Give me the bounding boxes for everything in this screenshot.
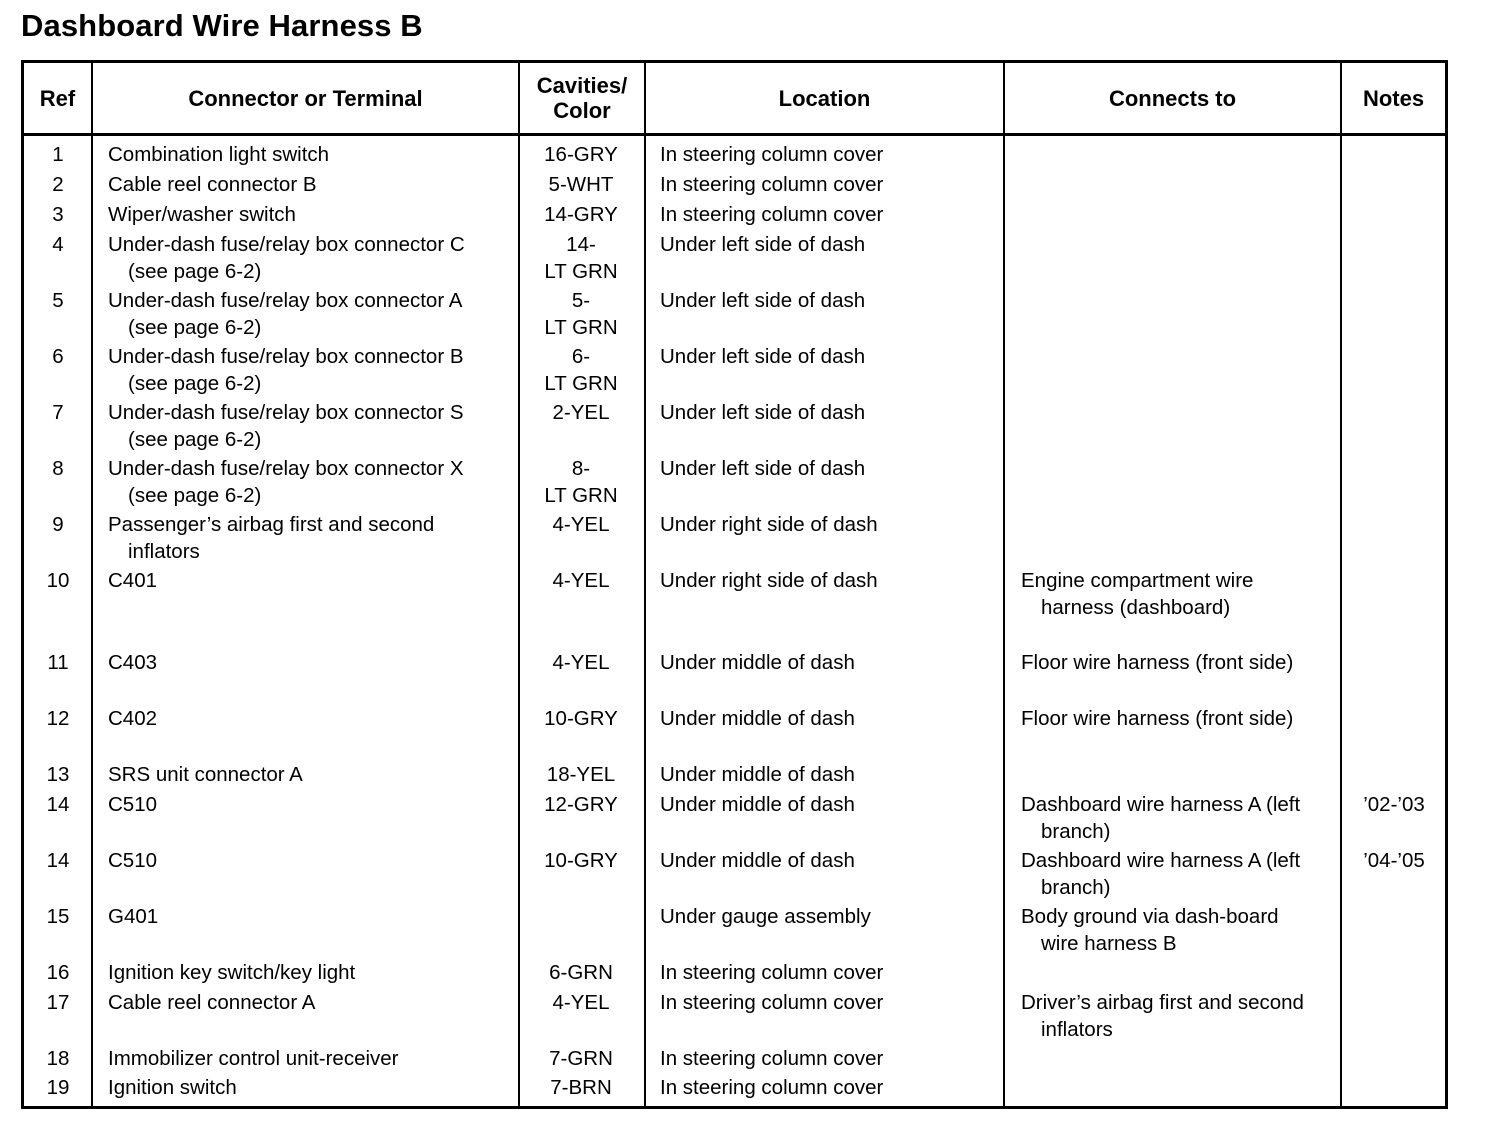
cavities-line-1: 8- <box>571 457 591 480</box>
connects-to-line-2: wire harness B <box>1041 932 1177 955</box>
connector-line-2: (see page 6-2) <box>128 372 262 395</box>
cavities-line-2: LT GRN <box>544 372 618 395</box>
cell-ref: 19 <box>46 1076 70 1099</box>
table-row <box>24 903 1445 955</box>
cell-connector <box>108 791 528 818</box>
connector-line-1: Ignition key switch/key light <box>108 961 356 984</box>
cell-connects-to <box>1021 705 1341 732</box>
table-row <box>24 761 1445 791</box>
cell-ref: 14 <box>46 793 70 816</box>
table-row <box>24 649 1445 679</box>
connects-to-line-2: branch) <box>1041 876 1111 899</box>
table-row <box>24 171 1445 201</box>
cell-location: In steering column cover <box>660 991 884 1014</box>
cell-connector <box>108 455 528 509</box>
table-row <box>24 989 1445 1041</box>
cell-location: Under left side of dash <box>660 289 866 312</box>
harness-table <box>21 60 1448 1109</box>
cell-ref: 13 <box>46 763 70 786</box>
connector-line-1: SRS unit connector A <box>108 763 303 786</box>
connector-line-1: C401 <box>108 569 158 592</box>
cell-location: In steering column cover <box>660 203 884 226</box>
table-row <box>24 201 1445 231</box>
cavities-line-1: 5-WHT <box>548 173 614 196</box>
cell-connector <box>108 705 528 732</box>
cell-cavities <box>520 511 642 538</box>
connector-line-1: Under-dash fuse/relay box connector X <box>108 457 464 480</box>
cavities-line-1: 6-GRN <box>549 961 613 984</box>
cell-cavities <box>520 1074 642 1101</box>
cell-connector <box>108 989 528 1016</box>
connector-line-1: C510 <box>108 849 158 872</box>
table-row <box>24 343 1445 395</box>
connects-to-line-1: Driver’s airbag first and second <box>1021 991 1304 1014</box>
connector-line-1: Cable reel connector B <box>108 173 317 196</box>
cell-ref: 17 <box>46 991 70 1014</box>
cavities-line-1: 18-YEL <box>546 763 616 786</box>
cell-ref: 11 <box>47 651 69 674</box>
table-row <box>24 141 1445 171</box>
cell-ref: 15 <box>46 905 70 928</box>
cell-connector <box>108 511 528 565</box>
cell-location: Under left side of dash <box>660 401 866 424</box>
cell-connector <box>108 171 528 198</box>
table-row <box>24 231 1445 283</box>
connects-to-line-1: Floor wire harness (front side) <box>1021 707 1294 730</box>
cell-connector <box>108 847 528 874</box>
cavities-line-1: 14-GRY <box>544 203 618 226</box>
cell-cavities <box>520 705 642 732</box>
cell-location: In steering column cover <box>660 1047 884 1070</box>
connector-line-1: Under-dash fuse/relay box connector C <box>108 233 465 256</box>
cell-location: Under right side of dash <box>660 513 878 536</box>
table-row <box>24 705 1445 735</box>
cavities-line-1: 10-GRY <box>544 707 618 730</box>
connector-line-1: Passenger’s airbag first and second <box>108 513 435 536</box>
header-location: Location <box>778 85 871 111</box>
header-ref: Ref <box>39 85 76 111</box>
cavities-line-1: 12-GRY <box>544 793 618 816</box>
cell-location: Under middle of dash <box>660 763 855 786</box>
cell-cavities <box>520 649 642 676</box>
connects-to-line-1: Engine compartment wire <box>1021 569 1254 592</box>
cell-cavities <box>520 287 642 341</box>
table-row <box>24 567 1445 619</box>
connects-to-line-1: Floor wire harness (front side) <box>1021 651 1294 674</box>
cavities-line-2: LT GRN <box>544 260 618 283</box>
cell-cavities <box>520 231 642 285</box>
cavities-line-1: 5- <box>571 289 591 312</box>
table-row <box>24 847 1445 899</box>
cavities-line-1: 6- <box>571 345 591 368</box>
cell-cavities <box>520 141 642 168</box>
cell-location: Under middle of dash <box>660 793 855 816</box>
cell-location: In steering column cover <box>660 143 884 166</box>
cavities-line-1: 4-YEL <box>552 513 610 536</box>
cell-cavities <box>520 567 642 594</box>
cell-connector <box>108 959 528 986</box>
table-row <box>24 791 1445 843</box>
page-title: Dashboard Wire Harness B <box>21 8 423 43</box>
connector-line-1: Cable reel connector A <box>108 991 316 1014</box>
cell-cavities <box>520 959 642 986</box>
header-cavities: Cavities/ Color <box>536 73 628 123</box>
connects-to-line-1: Dashboard wire harness A (left <box>1021 849 1301 872</box>
cell-cavities <box>520 791 642 818</box>
cell-ref: 16 <box>46 961 70 984</box>
connector-line-1: Immobilizer control unit-receiver <box>108 1047 399 1070</box>
connector-line-1: C402 <box>108 707 158 730</box>
cell-connector <box>108 761 528 788</box>
cell-location: In steering column cover <box>660 1076 884 1099</box>
cell-cavities <box>520 343 642 397</box>
connector-line-1: Ignition switch <box>108 1076 237 1099</box>
table-row <box>24 455 1445 507</box>
cell-location: Under left side of dash <box>660 457 866 480</box>
connects-to-line-2: branch) <box>1041 820 1111 843</box>
connector-line-2: (see page 6-2) <box>128 260 262 283</box>
table-row <box>24 399 1445 451</box>
cell-cavities <box>520 761 642 788</box>
cell-ref: 10 <box>46 569 70 592</box>
cavities-line-1: 4-YEL <box>552 651 610 674</box>
cell-location: Under left side of dash <box>660 233 866 256</box>
cell-cavities <box>520 1045 642 1072</box>
cavities-line-1: 16-GRY <box>544 143 618 166</box>
cell-connector <box>108 1045 528 1072</box>
cell-connector <box>108 231 528 285</box>
cell-ref: 18 <box>46 1047 70 1070</box>
connects-to-line-2: harness (dashboard) <box>1041 596 1231 619</box>
cavities-line-1: 4-YEL <box>552 569 610 592</box>
cell-location: Under middle of dash <box>660 849 855 872</box>
cell-ref: 9 <box>52 513 64 536</box>
cell-ref: 12 <box>46 707 70 730</box>
connector-line-1: Under-dash fuse/relay box connector A <box>108 289 463 312</box>
cell-location: Under gauge assembly <box>660 905 871 928</box>
cell-connector <box>108 649 528 676</box>
connector-line-1: Wiper/washer switch <box>108 203 296 226</box>
cell-location: Under middle of dash <box>660 651 855 674</box>
cell-ref: 7 <box>52 401 64 424</box>
connects-to-line-2: inflators <box>1041 1018 1113 1041</box>
cell-connects-to <box>1021 903 1341 957</box>
cell-notes: ’04-’05 <box>1363 849 1425 872</box>
cell-connects-to <box>1021 567 1341 621</box>
cavities-line-2: LT GRN <box>544 484 618 507</box>
header-connects-to: Connects to <box>1108 85 1237 111</box>
cell-connects-to <box>1021 847 1341 901</box>
cell-location: In steering column cover <box>660 173 884 196</box>
header-divider <box>24 133 1445 136</box>
table-row <box>24 287 1445 339</box>
connector-line-2: (see page 6-2) <box>128 428 262 451</box>
cell-ref: 3 <box>52 203 64 226</box>
connects-to-line-1: Dashboard wire harness A (left <box>1021 793 1301 816</box>
cell-cavities <box>520 455 642 509</box>
cell-connects-to <box>1021 791 1341 845</box>
cell-connector <box>108 343 528 397</box>
cavities-line-1: 2-YEL <box>552 401 610 424</box>
connects-to-line-1: Body ground via dash-board <box>1021 905 1279 928</box>
cavities-line-1: 7-BRN <box>550 1076 612 1099</box>
cell-cavities <box>520 171 642 198</box>
cell-location: Under right side of dash <box>660 569 878 592</box>
connector-line-1: Under-dash fuse/relay box connector B <box>108 345 464 368</box>
table-row <box>24 1045 1445 1075</box>
cell-ref: 14 <box>46 849 70 872</box>
cavities-line-1: 4-YEL <box>552 991 610 1014</box>
cell-cavities <box>520 399 642 426</box>
connector-line-1: Under-dash fuse/relay box connector S <box>108 401 464 424</box>
cavities-line-1: 14- <box>566 233 596 256</box>
table-row <box>24 1074 1445 1104</box>
cell-ref: 5 <box>52 289 64 312</box>
cell-connects-to <box>1021 649 1341 676</box>
cell-ref: 2 <box>52 173 64 196</box>
cell-ref: 8 <box>52 457 64 480</box>
cell-connector <box>108 903 528 930</box>
cell-cavities <box>520 201 642 228</box>
cell-location: In steering column cover <box>660 961 884 984</box>
cell-connector <box>108 141 528 168</box>
cell-connector <box>108 1074 528 1101</box>
connector-line-2: inflators <box>128 540 200 563</box>
connector-line-1: C403 <box>108 651 158 674</box>
cavities-line-1: 7-GRN <box>549 1047 613 1070</box>
cell-connector <box>108 399 528 453</box>
header-notes: Notes <box>1362 85 1425 111</box>
connector-line-1: G401 <box>108 905 159 928</box>
cell-cavities <box>520 989 642 1016</box>
table-row <box>24 959 1445 989</box>
header-connector: Connector or Terminal <box>188 85 423 111</box>
table-row <box>24 511 1445 563</box>
connector-line-2: (see page 6-2) <box>128 316 262 339</box>
cell-ref: 4 <box>52 233 64 256</box>
connector-line-2: (see page 6-2) <box>128 484 262 507</box>
cavities-line-2: LT GRN <box>544 316 618 339</box>
cavities-line-1: 10-GRY <box>544 849 618 872</box>
cell-notes: ’02-’03 <box>1363 793 1425 816</box>
cell-cavities <box>520 847 642 874</box>
connector-line-1: C510 <box>108 793 158 816</box>
connector-line-1: Combination light switch <box>108 143 330 166</box>
cell-connector <box>108 567 528 594</box>
cell-connector <box>108 201 528 228</box>
cell-location: Under middle of dash <box>660 707 855 730</box>
cell-ref: 1 <box>52 143 64 166</box>
cell-location: Under left side of dash <box>660 345 866 368</box>
cell-connector <box>108 287 528 341</box>
cell-connects-to <box>1021 989 1341 1043</box>
cell-ref: 6 <box>52 345 64 368</box>
